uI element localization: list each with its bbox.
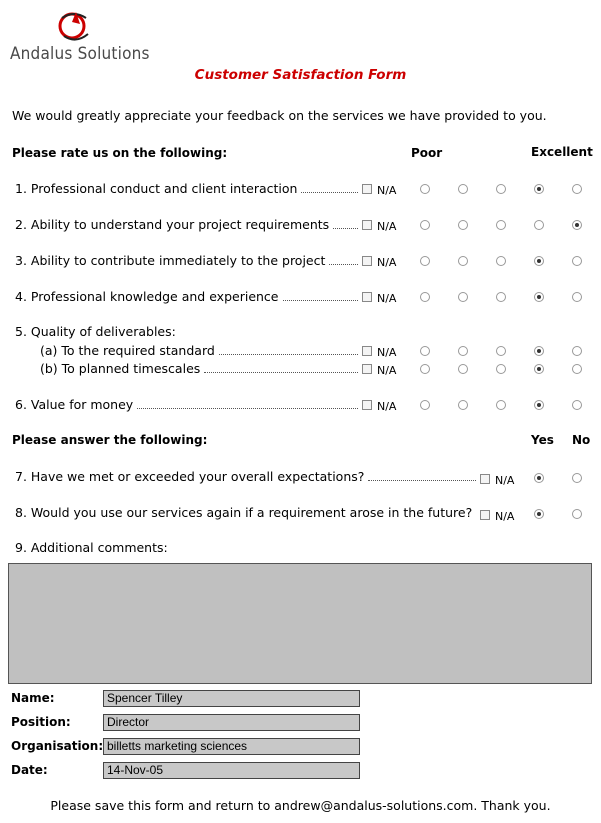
rating-radio-3[interactable] (496, 292, 506, 302)
rating-radio-1[interactable] (420, 184, 430, 194)
na-label: N/A (377, 256, 397, 269)
rating-section-heading: Please rate us on the following: (12, 146, 228, 160)
rating-radio-4[interactable] (534, 220, 544, 230)
rating-radio-1[interactable] (420, 292, 430, 302)
na-checkbox[interactable] (362, 292, 372, 302)
logo-text: Andalus Solutions (10, 44, 150, 64)
yes-radio[interactable] (534, 509, 544, 519)
field-label: Date: (11, 763, 48, 777)
intro-text: We would greatly appreciate your feedback on the services we have provided to you. (12, 108, 547, 123)
rating-question-row (0, 181, 601, 199)
no-column-header: No (572, 433, 591, 447)
dot-leader (137, 408, 358, 409)
rating-question-row (0, 217, 601, 235)
rating-radio-5[interactable] (572, 364, 582, 374)
rating-radio-4[interactable] (534, 364, 544, 374)
rating-radio-2[interactable] (458, 346, 468, 356)
na-checkbox[interactable] (362, 184, 372, 194)
question-label: 2. Ability to understand your project requirements (15, 217, 330, 232)
field-input[interactable]: 14-Nov-05 (103, 762, 360, 779)
na-label: N/A (377, 346, 397, 359)
rating-radio-4[interactable] (534, 346, 544, 356)
yes-column-header: Yes (531, 433, 554, 447)
rating-radio-4[interactable] (534, 256, 544, 266)
field-input[interactable]: Director (103, 714, 360, 731)
field-input[interactable]: Spencer Tilley (103, 690, 360, 707)
answer-section-heading: Please answer the following: (12, 433, 208, 447)
no-radio[interactable] (572, 473, 582, 483)
yesno-question-row (0, 505, 601, 523)
na-checkbox[interactable] (362, 400, 372, 410)
rating-radio-4[interactable] (534, 184, 544, 194)
na-checkbox[interactable] (362, 220, 372, 230)
rating-radio-5[interactable] (572, 400, 582, 410)
na-checkbox[interactable] (480, 510, 490, 520)
rating-radio-2[interactable] (458, 256, 468, 266)
rating-radio-5[interactable] (572, 292, 582, 302)
na-label: N/A (495, 474, 515, 487)
rating-question-row (0, 343, 601, 361)
question-label: 1. Professional conduct and client interaction (15, 181, 298, 196)
poor-column-header: Poor (411, 146, 443, 160)
na-label: N/A (377, 364, 397, 377)
rating-radio-3[interactable] (496, 346, 506, 356)
question-label: 8. Would you use our services again if a requirement arose in the future? (15, 505, 473, 520)
na-label: N/A (377, 184, 397, 197)
rating-radio-2[interactable] (458, 184, 468, 194)
rating-radio-4[interactable] (534, 292, 544, 302)
dot-leader (204, 372, 358, 373)
rating-radio-1[interactable] (420, 220, 430, 230)
rating-question-row (0, 289, 601, 307)
dot-leader (368, 480, 476, 481)
rating-radio-5[interactable] (572, 256, 582, 266)
comments-label: 9. Additional comments: (15, 540, 168, 555)
rating-question-row (0, 253, 601, 271)
question-label: 7. Have we met or exceeded your overall expectations? (15, 469, 365, 484)
dot-leader (219, 354, 358, 355)
rating-radio-4[interactable] (534, 400, 544, 410)
additional-comments-field[interactable] (8, 563, 592, 684)
rating-radio-5[interactable] (572, 184, 582, 194)
rating-radio-3[interactable] (496, 184, 506, 194)
rating-radio-1[interactable] (420, 346, 430, 356)
excellent-column-header: Excellent (531, 145, 593, 159)
rating-radio-2[interactable] (458, 364, 468, 374)
form-title: Customer Satisfaction Form (194, 67, 407, 83)
question-label: (b) To planned timescales (40, 361, 201, 376)
rating-radio-3[interactable] (496, 400, 506, 410)
question-label: 3. Ability to contribute immediately to the project (15, 253, 326, 268)
dot-leader (333, 228, 358, 229)
rating-radio-1[interactable] (420, 256, 430, 266)
rating-radio-3[interactable] (496, 364, 506, 374)
dot-leader (283, 300, 358, 301)
yes-radio[interactable] (534, 473, 544, 483)
na-checkbox[interactable] (362, 346, 372, 356)
rating-radio-5[interactable] (572, 220, 582, 230)
dot-leader (301, 192, 358, 193)
question-label: 4. Professional knowledge and experience (15, 289, 279, 304)
field-label: Name: (11, 691, 55, 705)
field-label: Organisation: (11, 739, 104, 753)
rating-radio-3[interactable] (496, 220, 506, 230)
yesno-question-row (0, 469, 601, 487)
rating-radio-3[interactable] (496, 256, 506, 266)
question-label: (a) To the required standard (40, 343, 215, 358)
na-label: N/A (377, 400, 397, 413)
rating-radio-5[interactable] (572, 346, 582, 356)
na-label: N/A (495, 510, 515, 523)
footer-text: Please save this form and return to andrew@andalus-solutions.com. Thank you. (50, 798, 551, 813)
rating-question-row (0, 361, 601, 379)
na-checkbox[interactable] (362, 256, 372, 266)
rating-question-row (0, 397, 601, 415)
question-label: 6. Value for money (15, 397, 134, 412)
na-checkbox[interactable] (480, 474, 490, 484)
field-label: Position: (11, 715, 71, 729)
rating-radio-2[interactable] (458, 400, 468, 410)
na-label: N/A (377, 292, 397, 305)
q5-label: 5. Quality of deliverables: (15, 324, 176, 339)
na-label: N/A (377, 220, 397, 233)
rating-radio-1[interactable] (420, 364, 430, 374)
no-radio[interactable] (572, 509, 582, 519)
rating-radio-2[interactable] (458, 220, 468, 230)
field-input[interactable]: billetts marketing sciences (103, 738, 360, 755)
logo-swirl-icon (50, 8, 100, 48)
rating-radio-1[interactable] (420, 400, 430, 410)
dot-leader (329, 264, 358, 265)
rating-radio-2[interactable] (458, 292, 468, 302)
na-checkbox[interactable] (362, 364, 372, 374)
company-logo (10, 8, 150, 66)
